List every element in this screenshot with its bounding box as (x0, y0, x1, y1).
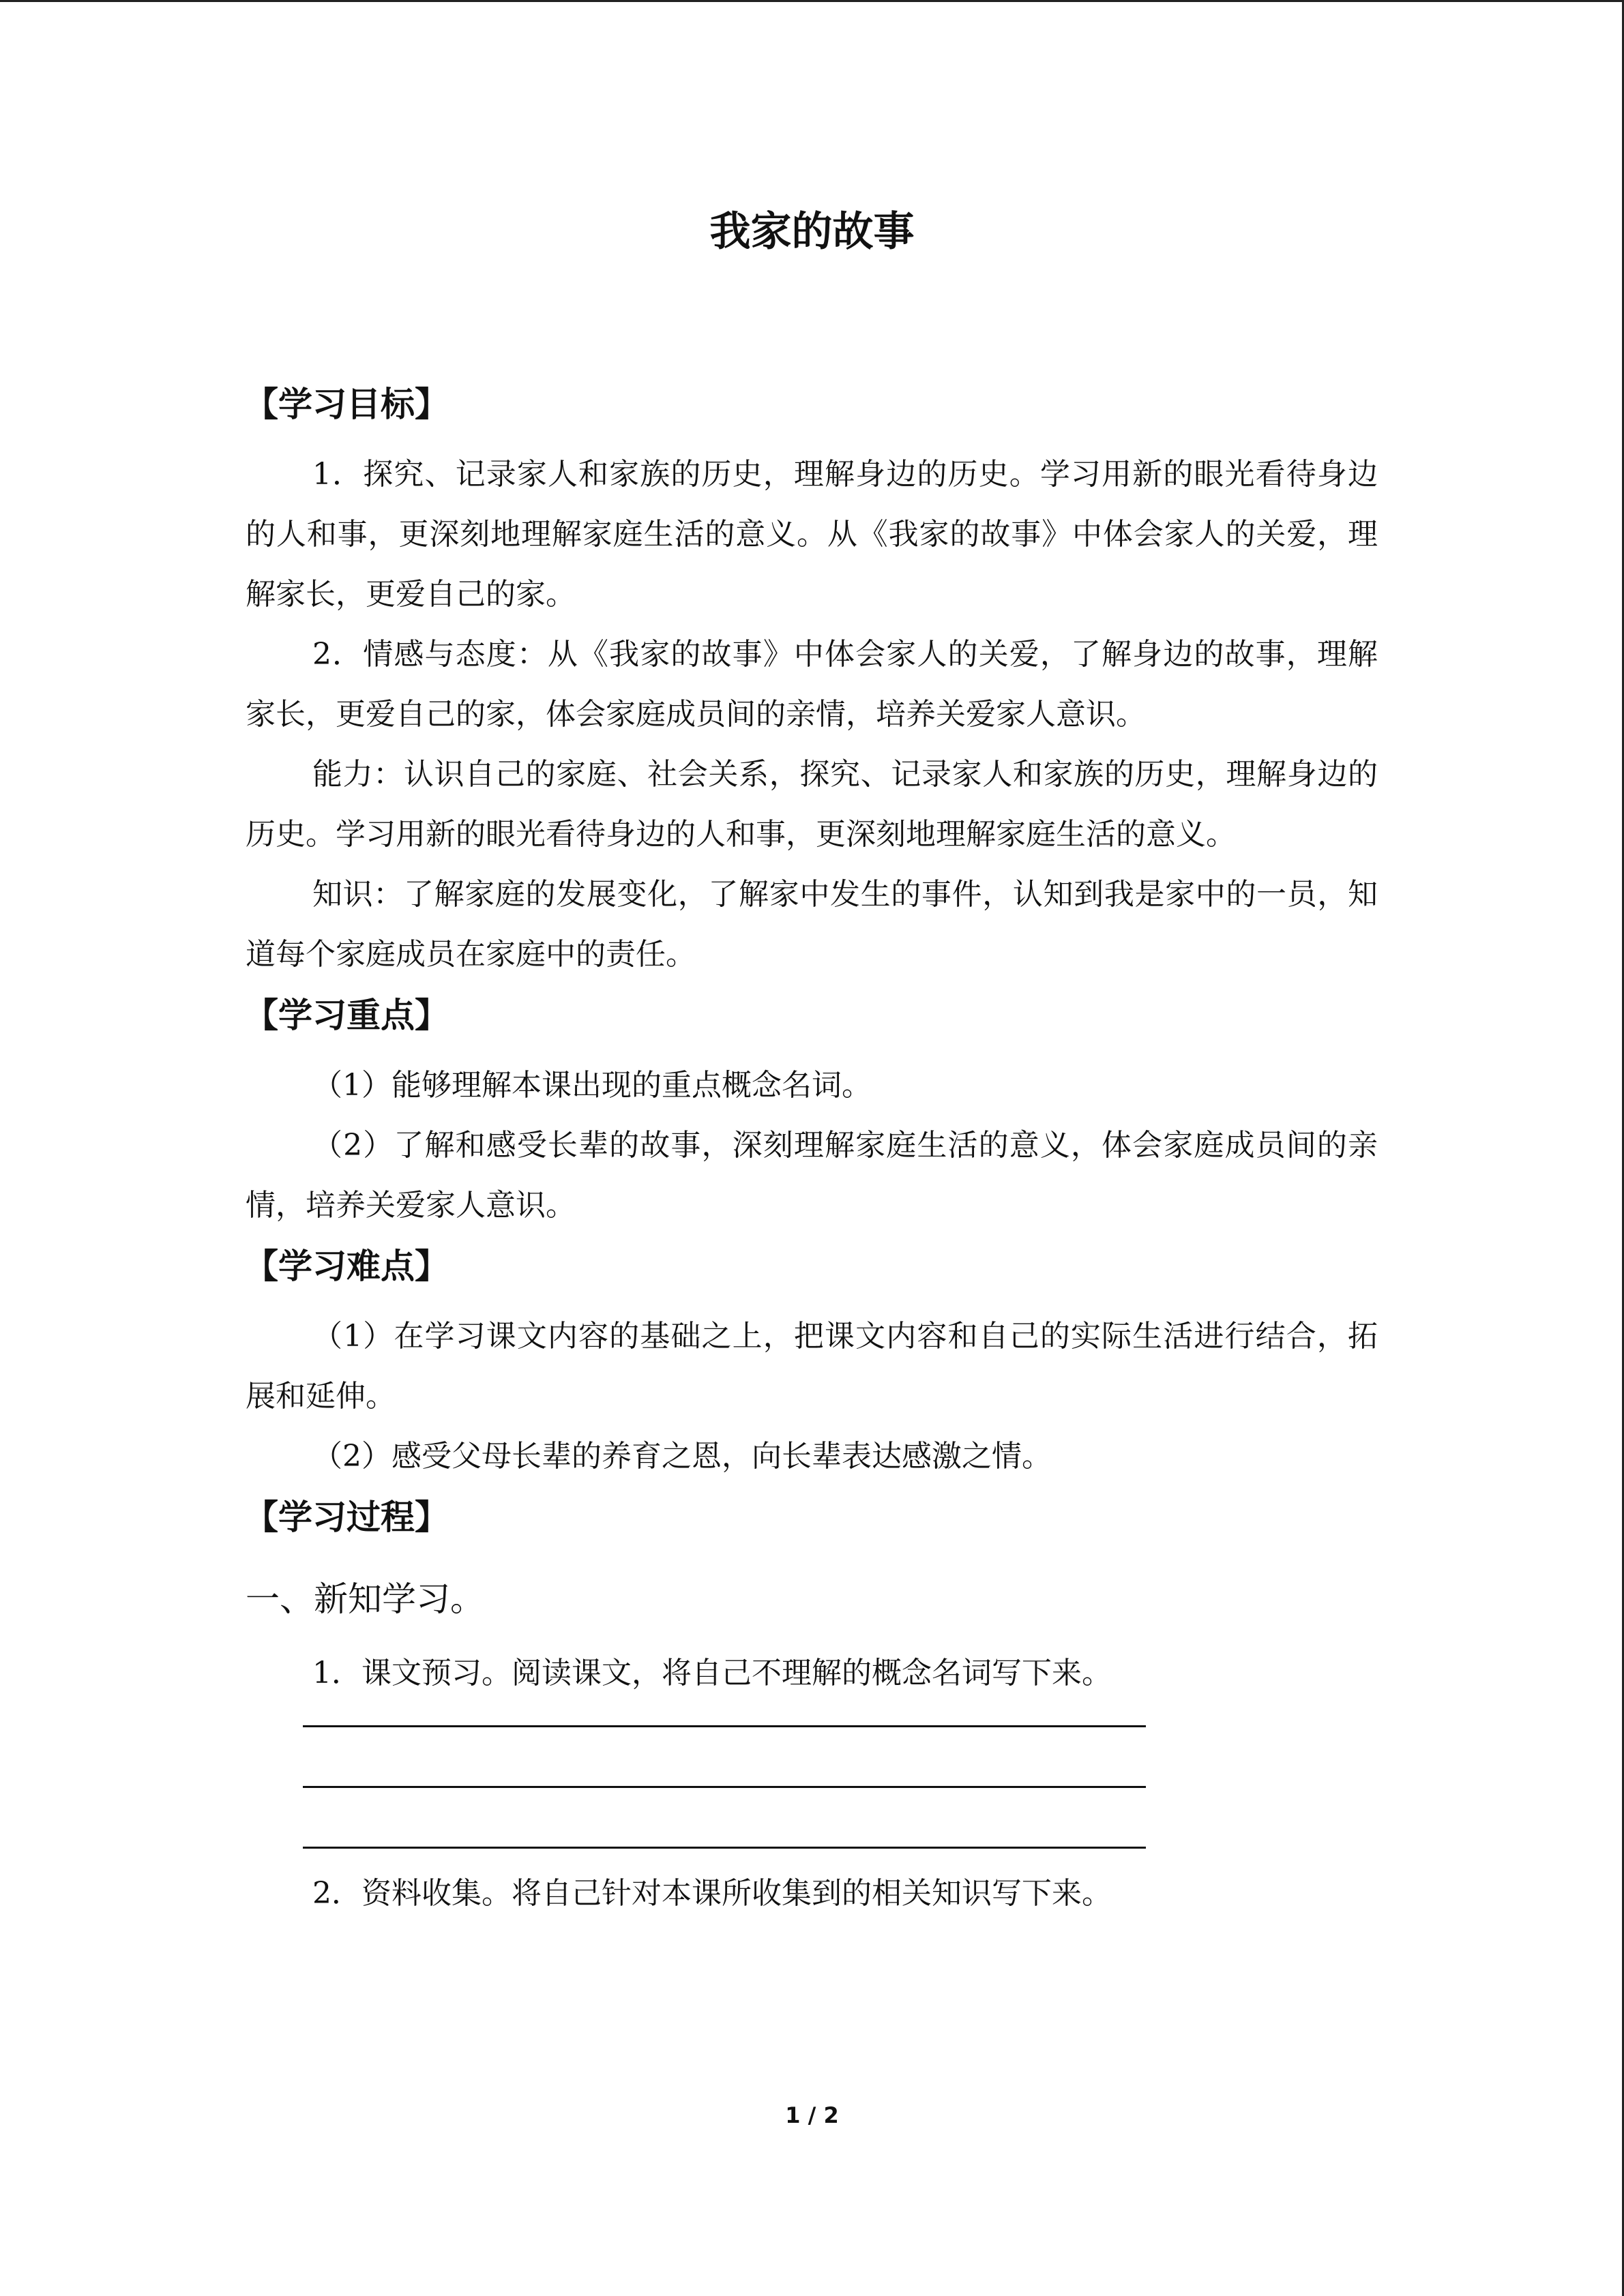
part-title-new-knowledge: 一、新知学习。 (246, 1579, 484, 1619)
difficulty-2: （2）感受父母长辈的养育之恩，向长辈表达感激之情。 (312, 1439, 1052, 1474)
objective-paragraph-1: 1．探究、记录家人和家族的历史，理解身边的历史。学习用新的眼光看待身边的人和事，更深刻地理解家庭生活的意义。从《我家的故事》中体会家人的关爱，理解家长，更爱自己的家。 (246, 457, 1378, 612)
objective-paragraph-knowledge: 知识：了解家庭的发展变化，了解家中发生的事件，认知到我是家中的一员，知道每个家庭成员在家庭中的责任。 (246, 877, 1378, 972)
heading-key-points: 【学习重点】 (244, 996, 449, 1035)
heading-learning-process: 【学习过程】 (244, 1497, 449, 1537)
key-point-1: （1）能够理解本课出现的重点概念名词。 (312, 1068, 872, 1103)
task-2-materials: 2．资料收集。将自己针对本课所收集到的相关知识写下来。 (312, 1876, 1112, 1911)
heading-difficulties: 【学习难点】 (244, 1247, 449, 1286)
document-body (246, 374, 1378, 1924)
difficulty-1: （1）在学习课文内容的基础之上，把课文内容和自己的实际生活进行结合，拓展和延伸。 (246, 1319, 1378, 1414)
key-point-2: （2）了解和感受长辈的故事，深刻理解家庭生活的意义，体会家庭成员间的亲情，培养关爱家人意识。 (246, 1128, 1378, 1223)
heading-learning-objectives: 【学习目标】 (244, 385, 449, 424)
task-1-preview: 1．课文预习。阅读课文，将自己不理解的概念名词写下来。 (312, 1656, 1112, 1690)
document-title: 我家的故事 (709, 208, 915, 256)
objective-paragraph-2: 2．情感与态度：从《我家的故事》中体会家人的关爱，了解身边的故事，理解家长，更爱自己的家，体会家庭成员间的亲情，培养关爱家人意识。 (246, 637, 1378, 732)
answer-line-3[interactable] (303, 1847, 1146, 1849)
page-number: 1 / 2 (785, 2102, 839, 2128)
objective-paragraph-ability: 能力：认识自己的家庭、社会关系，探究、记录家人和家族的历史，理解身边的历史。学习用新的眼光看待身边的人和事，更深刻地理解家庭生活的意义。 (246, 757, 1378, 852)
